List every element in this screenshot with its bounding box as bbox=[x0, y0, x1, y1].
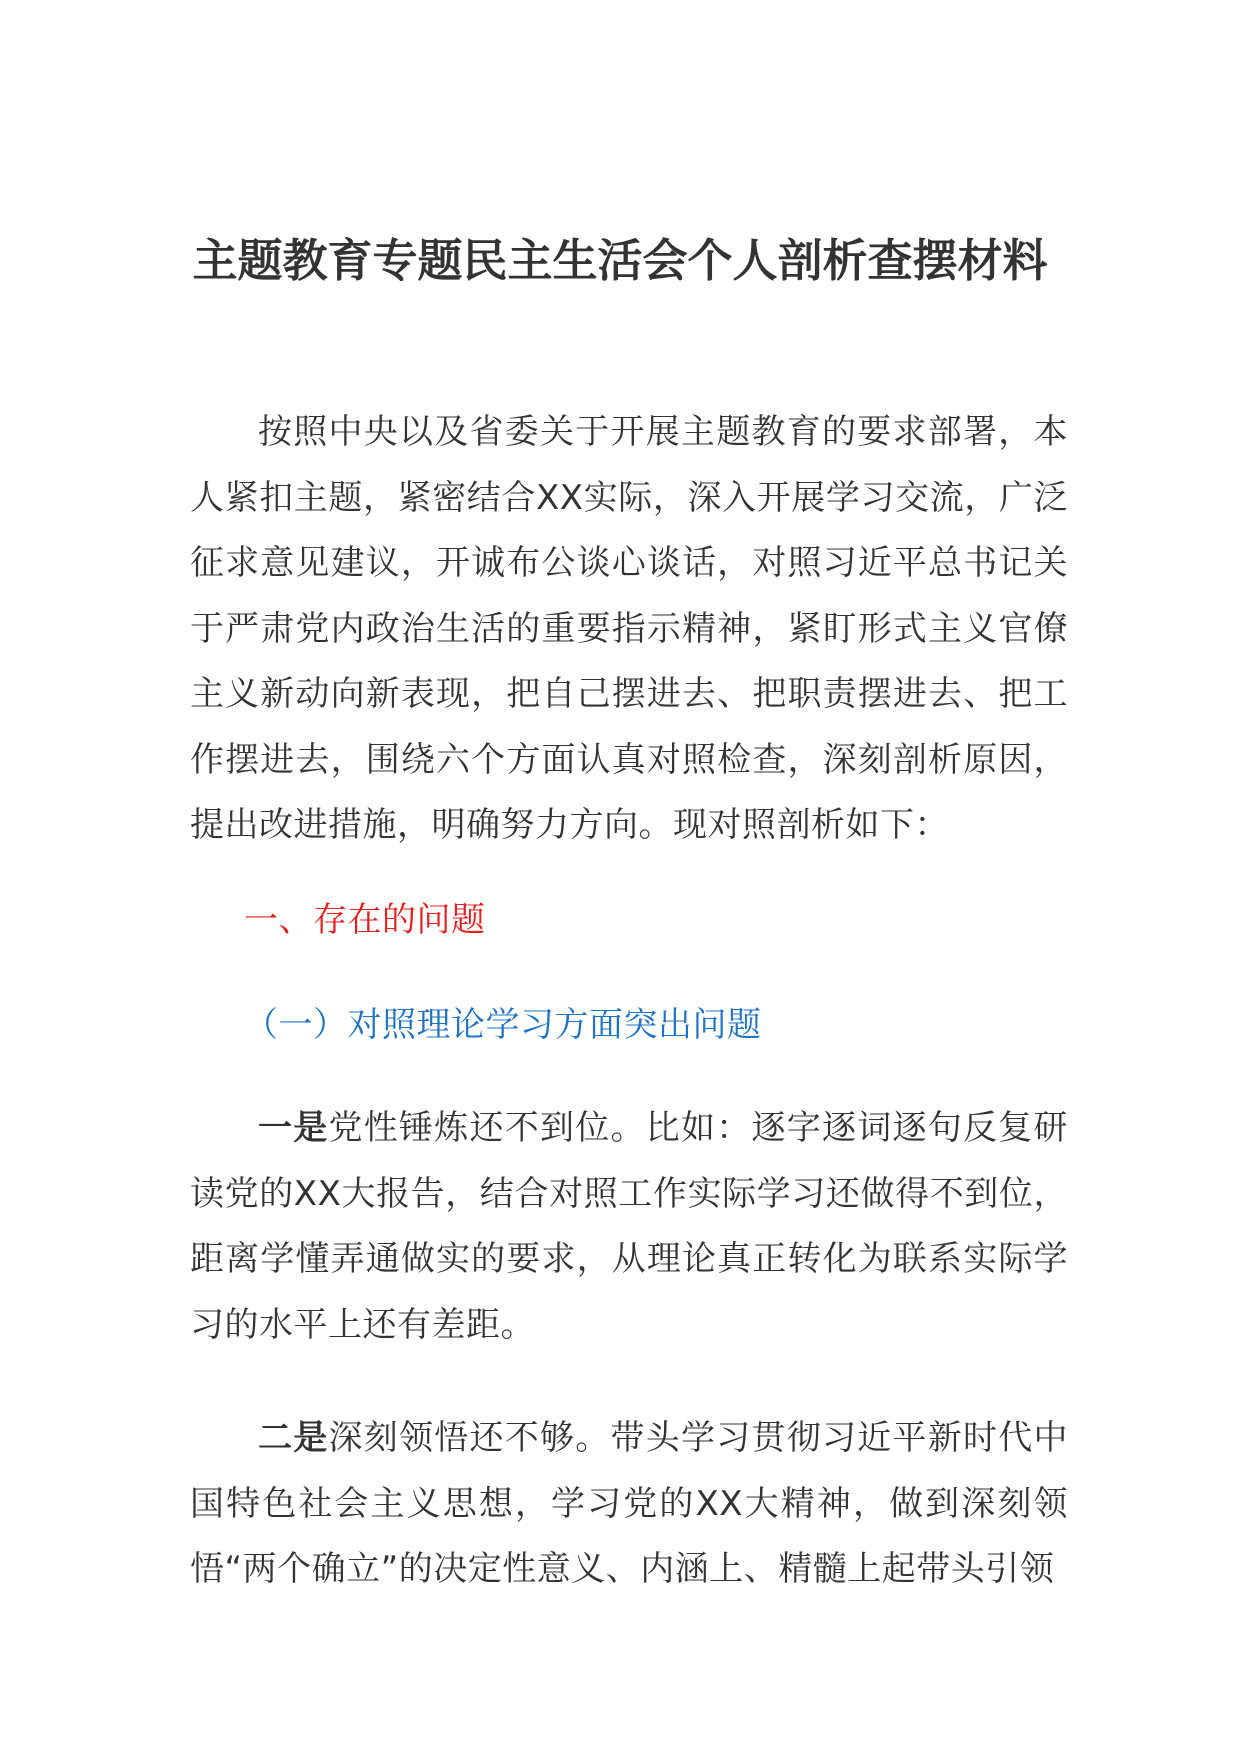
problem-item-1-lead: 一是 bbox=[258, 1108, 329, 1148]
intro-paragraph: 按照中央以及省委关于开展主题教育的要求部署，本人紧扣主题，紧密结合XX实际，深入开展学习交流，广泛征求意见建议，开诚布公谈心谈话，对照习近平总书记关于严肃党内政治生活的重要指示精神，紧盯形式主义官僚主义新动向新表现，把自己摆进去、把职责摆进去、把工作摆进去，围绕六个方面认真对照检查，深刻剖析原因，提出改进措施，明确努力方向。现对照剖析如下： bbox=[190, 412, 1068, 845]
document-title: 主题教育专题民主生活会个人剖析查摆材料 bbox=[192, 234, 1048, 287]
problem-item-2 bbox=[190, 1406, 1068, 1603]
problem-item-2-lead: 二是 bbox=[258, 1418, 329, 1458]
subsection-heading: （一）对照理论学习方面突出问题 bbox=[244, 1005, 762, 1045]
problem-item-2-text: 深刻领悟还不够。带头学习贯彻习近平新时代中国特色社会主义思想，学习党的XX大精神，做到深刻领悟“两个确立”的决定性意义、内涵上、精髓上起带头引领 bbox=[190, 1418, 1068, 1589]
section-heading: 一、存在的问题 bbox=[244, 900, 486, 940]
problem-item-1-text: 党性锤炼还不到位。比如：逐字逐词逐句反复研读党的XX大报告，结合对照工作实际学习还做得不到位，距离学懂弄通做实的要求，从理论真正转化为联系实际学习的水平上还有差距。 bbox=[190, 1108, 1068, 1345]
problem-item-1 bbox=[190, 1096, 1068, 1358]
